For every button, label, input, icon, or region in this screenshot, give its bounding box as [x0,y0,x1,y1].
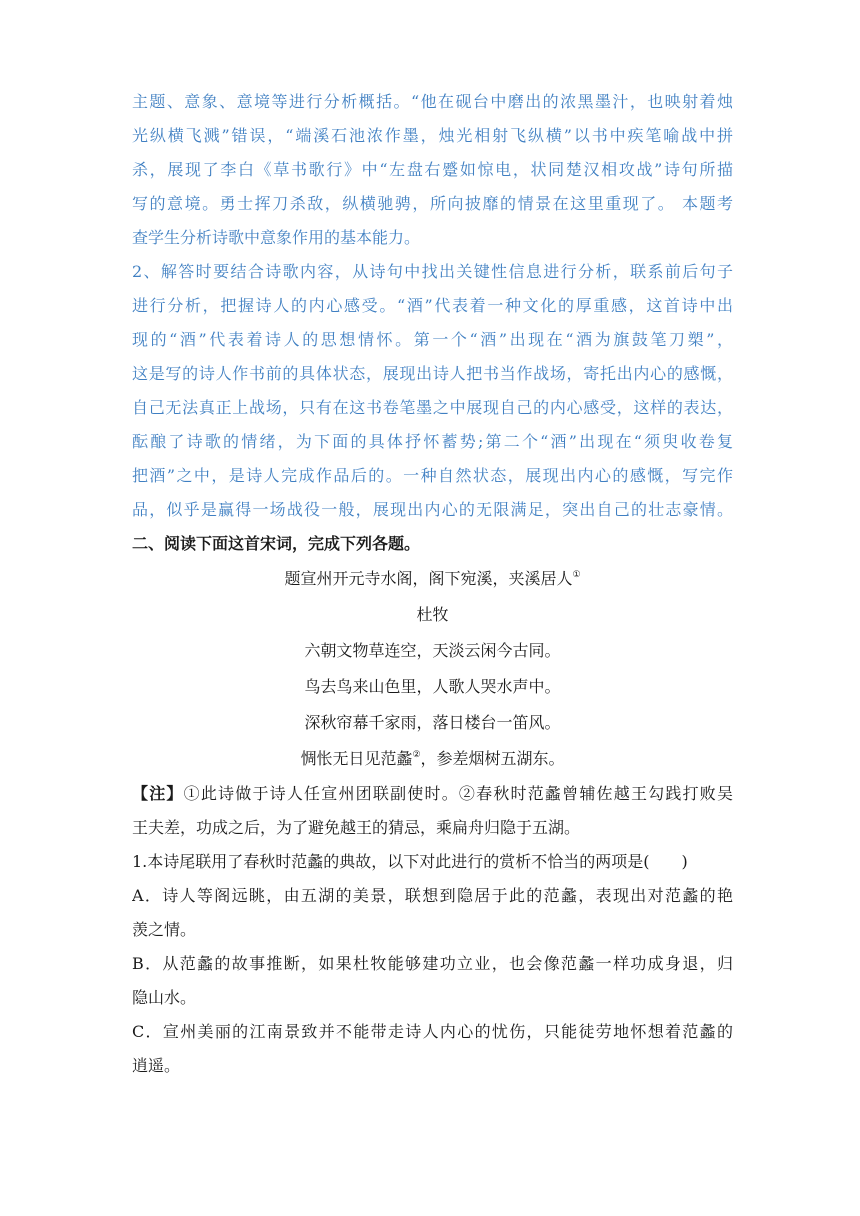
poem-title-note-mark: ① [572,570,581,580]
poem-note-mark: ② [412,750,421,760]
poem-line: 鸟去鸟来山色里，人歌人哭水声中。 [304,677,561,696]
poem [132,561,733,777]
annotation [132,777,733,845]
option-b-line: B．从范蠡的故事推断，如果杜牧能够建功立业，也会像范蠡一样功成身退，归 [132,954,733,973]
text-line: 写的意境。勇士挥刀杀敌，纵横驰骋，所向披靡的情景在这里重现了。 本题考 [132,194,733,213]
question-stem: 1.本诗尾联用了春秋时范蠡的典故，以下对此进行的赏析不恰当的两项是( ) [132,852,688,871]
section-heading: 二、阅读下面这首宋词，完成下列各题。 [132,534,421,553]
annotation-line: 王夫差，功成之后，为了避免越王的猜忌，乘扁舟归隐于五湖。 [132,818,581,837]
analysis-paragraph-2 [132,255,733,527]
poem-author: 杜牧 [416,605,449,624]
analysis-paragraph-1 [132,85,733,255]
poem-title [132,561,733,597]
annotation-label: 【注】 [132,784,184,803]
text-line: 光纵横飞溅”错误，“端溪石池浓作墨，烛光相射飞纵横”以书中疾笔喻战中拼 [132,126,733,145]
option-a-line: A．诗人等阁远眺，由五湖的美景，联想到隐居于此的范蠡，表现出对范蠡的艳 [132,886,733,905]
question [132,845,733,1083]
annotation-text: ①此诗做于诗人任宣州团联副使时。②春秋时范蠡曾辅佐越王勾践打败吴 [183,784,733,803]
poem-title-text: 题宣州开元寺水阁，阁下宛溪，夹溪居人 [284,569,573,588]
option-b-line: 隐山水。 [132,988,197,1007]
poem-line [132,741,733,777]
poem-line: 深秋帘幕千家雨，落日楼台一笛风。 [304,713,561,732]
text-line: 把酒”之中，是诗人完成作品后的。一种自然状态，展现出内心的感慨，写完作 [132,466,733,485]
poem-line: 六朝文物草连空，天淡云闲今古同。 [304,641,561,660]
text-line: 杀，展现了李白《草书歌行》中“左盘右蹙如惊电，状同楚汉相攻战”诗句所描 [132,160,733,179]
option-c-line: C．宣州美丽的江南景致并不能带走诗人内心的忧伤，只能徒劳地怀想着范蠡的 [132,1022,733,1041]
text-line: 2、解答时要结合诗歌内容，从诗句中找出关键性信息进行分析，联系前后句子 [132,262,733,281]
annotation-line [132,777,733,811]
text-line: 这是写的诗人作书前的具体状态，展现出诗人把书当作战场，寄托出内心的感慨， [132,364,733,383]
poem-line-part: ，参差烟树五湖东。 [420,749,565,768]
section-heading-block [132,527,733,561]
poem-line-part: 惆怅无日见范蠡 [300,749,413,768]
text-line: 主题、意象、意境等进行分析概括。“他在砚台中磨出的浓黑墨汁，也映射着烛 [132,92,733,111]
text-line: 酝酿了诗歌的情绪，为下面的具体抒怀蓄势;第二个“酒”出现在“须臾收卷复 [132,432,733,451]
text-line: 查学生分析诗歌中意象作用的基本能力。 [132,228,421,247]
text-line: 进行分析，把握诗人的内心感受。“酒”代表着一种文化的厚重感，这首诗中出 [132,296,733,315]
text-line: 品，似乎是赢得一场战役一般，展现出内心的无限满足，突出自己的壮志豪情。 [132,500,733,519]
option-a-line: 羡之情。 [132,920,197,939]
text-line: 自己无法真正上战场，只有在这书卷笔墨之中展现自己的内心感受，这样的表达， [132,398,733,417]
option-c-line: 逍遥。 [132,1056,181,1075]
text-line: 现的“酒”代表着诗人的思想情怀。第一个“酒”出现在“酒为旗鼓笔刀槊”， [132,330,733,349]
